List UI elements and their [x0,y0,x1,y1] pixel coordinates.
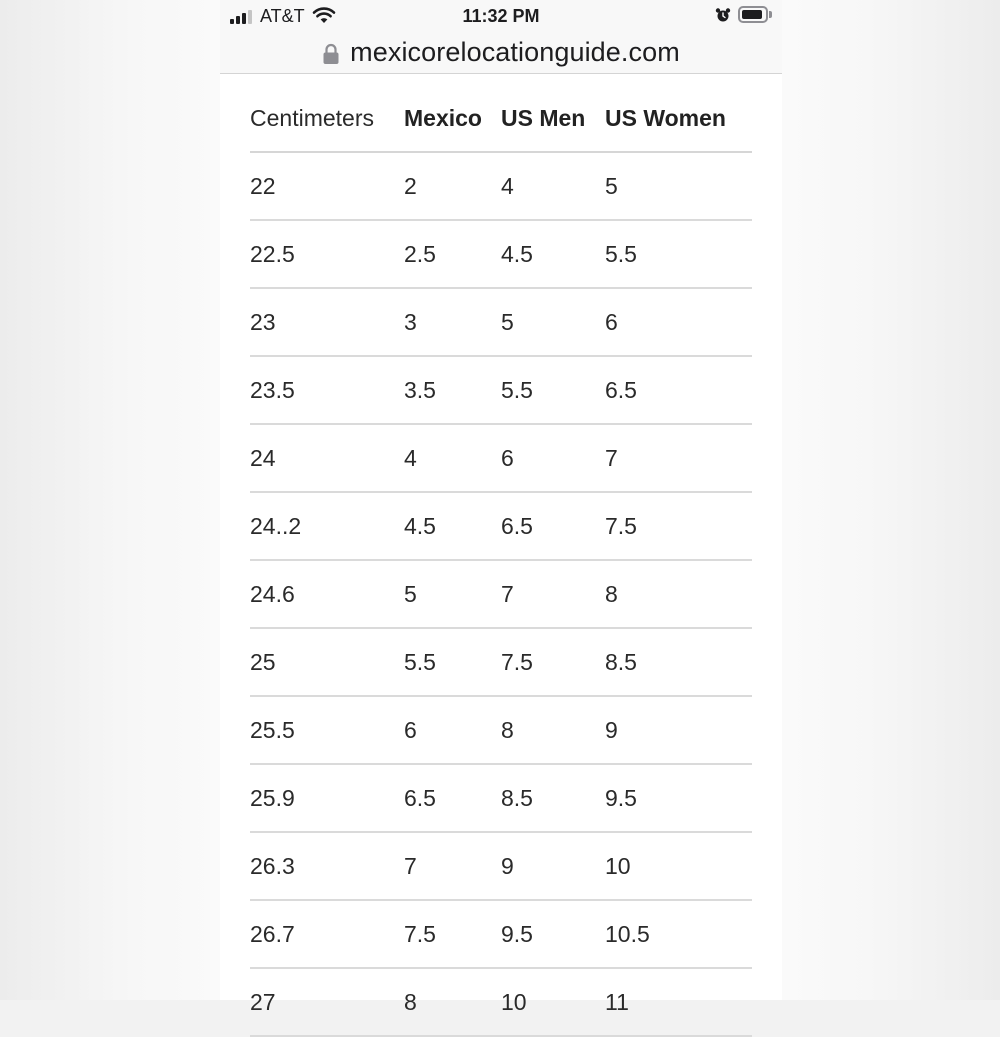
cell-centimeters: 25.5 [250,696,404,764]
cell-mexico: 2.5 [404,220,501,288]
header-mexico: Mexico [404,86,501,152]
photo-backdrop-right [782,0,1000,1000]
cell-centimeters: 23 [250,288,404,356]
table-row [250,492,752,560]
lock-icon [322,43,340,65]
cell-us-women: 7.5 [605,492,752,560]
cell-us-men: 5 [501,288,605,356]
cell-us-men: 6 [501,424,605,492]
table-row [250,696,752,764]
table-row [250,900,752,968]
cell-us-women: 5 [605,152,752,220]
table-row [250,356,752,424]
cell-us-women: 5.5 [605,220,752,288]
battery-icon [738,6,768,23]
cell-us-men: 4 [501,152,605,220]
cell-mexico: 4 [404,424,501,492]
table-row [250,424,752,492]
header-us-women: US Women [605,86,752,152]
cell-centimeters: 22.5 [250,220,404,288]
table-row [250,560,752,628]
cell-us-women: 10 [605,832,752,900]
cell-mexico: 2 [404,152,501,220]
cell-us-women: 8.5 [605,628,752,696]
table-row [250,288,752,356]
cell-mexico: 3 [404,288,501,356]
address-bar[interactable] [220,32,782,74]
cell-mexico: 5 [404,560,501,628]
cell-centimeters: 26.7 [250,900,404,968]
cell-centimeters: 22 [250,152,404,220]
table-row [250,832,752,900]
header-us-men: US Men [501,86,605,152]
cell-us-men: 9.5 [501,900,605,968]
url-text[interactable]: mexicorelocationguide.com [350,37,680,67]
cell-centimeters: 24 [250,424,404,492]
header-centimeters: Centimeters [250,86,404,152]
cell-centimeters: 26.3 [250,832,404,900]
cell-mexico: 6.5 [404,764,501,832]
table-row [250,764,752,832]
cell-us-men: 7 [501,560,605,628]
cell-us-women: 8 [605,560,752,628]
cell-us-men: 8.5 [501,764,605,832]
cell-centimeters: 25 [250,628,404,696]
table-row [250,968,752,1036]
cell-us-women: 9.5 [605,764,752,832]
cell-us-men: 4.5 [501,220,605,288]
cell-mexico: 8 [404,968,501,1036]
table-header-row [250,86,752,152]
cell-centimeters: 25.9 [250,764,404,832]
cell-mexico: 4.5 [404,492,501,560]
cell-mexico: 7 [404,832,501,900]
cell-us-men: 10 [501,968,605,1036]
cell-us-men: 5.5 [501,356,605,424]
status-time: 11:32 PM [462,6,540,26]
table-row [250,152,752,220]
cell-us-men: 7.5 [501,628,605,696]
cell-mexico: 5.5 [404,628,501,696]
cell-us-women: 6 [605,288,752,356]
photo-backdrop-left [0,0,220,1000]
cell-us-women: 7 [605,424,752,492]
cell-us-men: 8 [501,696,605,764]
cell-centimeters: 24..2 [250,492,404,560]
cell-us-women: 10.5 [605,900,752,968]
status-bar [220,0,782,32]
cell-centimeters: 24.6 [250,560,404,628]
cell-mexico: 3.5 [404,356,501,424]
table-row [250,628,752,696]
cell-mexico: 6 [404,696,501,764]
cell-us-women: 11 [605,968,752,1036]
battery-cap [769,11,772,18]
shoe-size-table [250,86,752,1037]
cell-centimeters: 23.5 [250,356,404,424]
cell-us-men: 9 [501,832,605,900]
table-row [250,220,752,288]
cell-us-men: 6.5 [501,492,605,560]
cell-mexico: 7.5 [404,900,501,968]
carrier-name: AT&T [260,6,305,26]
phone-screen [220,0,782,1015]
cell-us-women: 9 [605,696,752,764]
cell-centimeters: 27 [250,968,404,1036]
cell-us-women: 6.5 [605,356,752,424]
alarm-clock-icon [715,7,731,23]
